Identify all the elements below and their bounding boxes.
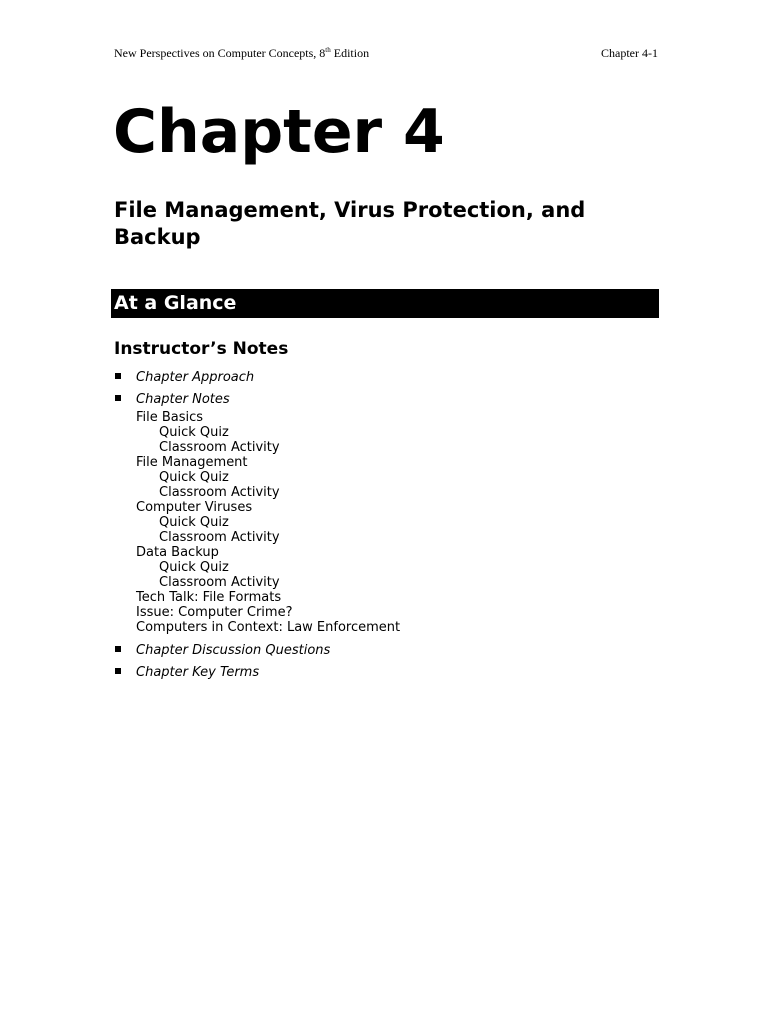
list-item-chapter-discussion-questions [114, 641, 654, 663]
header-book-title-suffix: Edition [330, 46, 370, 60]
header-book-title-prefix: New Perspectives on Computer Concepts, 8 [114, 46, 326, 60]
sub-list-item-nested: Classroom Activity [159, 440, 280, 455]
sub-list-item: Tech Talk: File Formats [136, 590, 282, 605]
square-bullet-icon [115, 646, 121, 652]
bullet-label: Chapter Approach [136, 370, 255, 385]
sub-list-item-nested: Classroom Activity [159, 575, 280, 590]
sub-list-item: Computers in Context: Law Enforcement [136, 620, 401, 635]
header-book-title-sup: th [325, 46, 331, 54]
sub-list-item: File Management [136, 455, 248, 470]
sub-list-item-nested: Classroom Activity [159, 485, 280, 500]
sub-list-item-nested: Quick Quiz [159, 560, 229, 575]
square-bullet-icon [115, 395, 121, 401]
sub-list-item: Issue: Computer Crime? [136, 605, 293, 620]
sub-list-item-nested: Quick Quiz [159, 515, 229, 530]
sub-list-item: Data Backup [136, 545, 219, 560]
instructors-notes-heading: Instructor’s Notes [114, 339, 289, 359]
bullet-label: Chapter Key Terms [136, 665, 260, 680]
chapter-subtitle: File Management, Virus Protection, and Backup [114, 198, 586, 249]
header-book-title [114, 46, 369, 61]
square-bullet-icon [115, 668, 121, 674]
sub-list-item: Computer Viruses [136, 500, 253, 515]
sub-list-item: File Basics [136, 410, 204, 425]
page-header [114, 46, 658, 61]
list-item-chapter-key-terms [114, 663, 654, 685]
chapter-notes-sublist [114, 410, 654, 635]
bullet-label: Chapter Discussion Questions [136, 643, 331, 658]
sub-list-item-nested: Classroom Activity [159, 530, 280, 545]
section-bar-at-a-glance: At a Glance [111, 289, 659, 318]
square-bullet-icon [115, 373, 121, 379]
header-page-number: Chapter 4-1 [601, 46, 658, 60]
sub-list-item-nested: Quick Quiz [159, 470, 229, 485]
contents-list [114, 368, 654, 685]
chapter-title: Chapter 4 [113, 97, 445, 167]
list-item-chapter-approach [114, 368, 654, 390]
bullet-label: Chapter Notes [136, 392, 230, 407]
list-item-chapter-notes [114, 390, 654, 412]
sub-list-item-nested: Quick Quiz [159, 425, 229, 440]
